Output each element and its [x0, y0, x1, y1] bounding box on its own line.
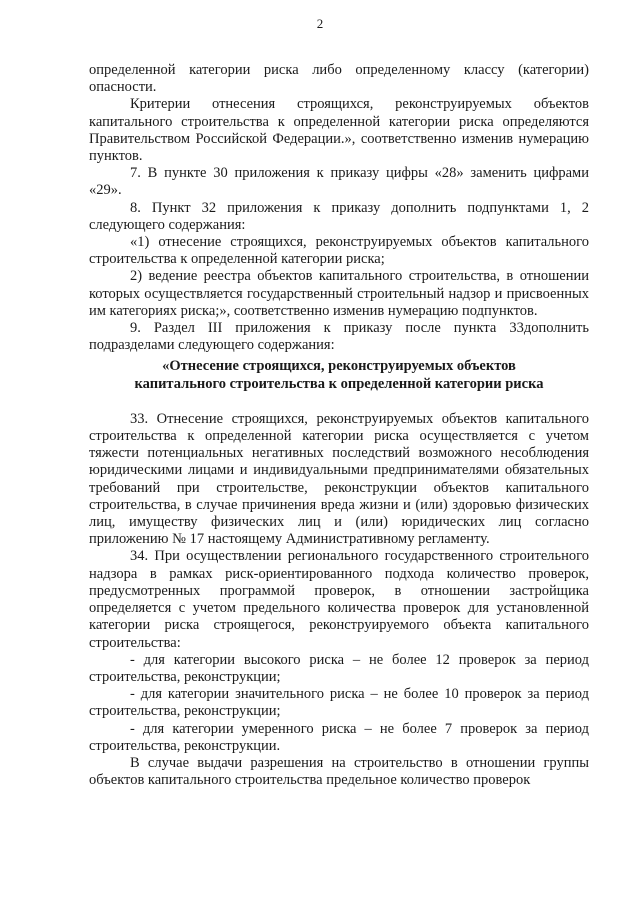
paragraph-criteria: Критерии отнесения строящихся, реконструируемых объектов капитального строительства к определенной категории риска определяются Правительством Российской Федерации.», соответственно изменив нумерацию пунктов.	[89, 96, 589, 165]
section-heading-line-2: капитального строительства к определенной категории риска	[134, 375, 544, 392]
section-heading	[89, 358, 589, 392]
list-item-high-risk: - для категории высокого риска – не более 12 проверок за период строительства, реконструкции;	[89, 651, 589, 685]
paragraph-continuation: определенной категории риска либо определенному классу (категории) опасности.	[89, 62, 589, 96]
list-item-significant-risk: - для категории значительного риска – не более 10 проверок за период строительства, реконструкции;	[89, 686, 589, 720]
paragraph-item-8: 8. Пункт 32 приложения к приказу дополнить подпунктами 1, 2 следующего содержания:	[89, 199, 589, 233]
paragraph-item-9: 9. Раздел III приложения к приказу после пункта 33дополнить подразделами следующего содержания:	[89, 320, 589, 354]
document-body	[89, 62, 589, 789]
paragraph-item-33: 33. Отнесение строящихся, реконструируемых объектов капитального строительства к определенной категории риска осуществляется с учетом тяжести потенциальных негативных последствий возможного несоблюдения юридическими лицами и индивидуальными предпринимателями обязательных требований при строительстве, реконструкции объектов капитального строительства, в случае причинения вреда жизни и (или) здоровью физических лиц, имуществу физических лиц и (или) юридических лиц согласно приложению № 17 настоящему Административному регламенту.	[89, 410, 589, 548]
list-item-moderate-risk: - для категории умеренного риска – не более 7 проверок за период строительства, реконструкции.	[89, 720, 589, 754]
paragraph-subitem-2: 2) ведение реестра объектов капитального строительства, в отношении которых осуществляется государственный строительный надзор и присвоенных им категориях риска;», соответственно изменив нумерацию подпунктов.	[89, 268, 589, 319]
page-number: 2	[316, 16, 324, 31]
paragraph-item-7: 7. В пункте 30 приложения к приказу цифры «28» заменить цифрами «29».	[89, 165, 589, 199]
section-heading-line-1: «Отнесение строящихся, реконструируемых объектов	[162, 358, 516, 375]
paragraph-group-objects: В случае выдачи разрешения на строительство в отношении группы объектов капитального строительства предельное количество проверок	[89, 754, 589, 789]
spacer	[89, 393, 589, 411]
paragraph-subitem-1: «1) отнесение строящихся, реконструируемых объектов капитального строительства к определенной категории риска;	[89, 234, 589, 268]
paragraph-item-34: 34. При осуществлении регионального государственного строительного надзора в рамках риск-ориентированного подхода количество проверок, предусмотренных программой проверок, в отношении застройщика определяется с учетом предельного количества проверок для установленной категории риска строящегося, реконструируемого объекта капитального строительства:	[89, 548, 589, 651]
